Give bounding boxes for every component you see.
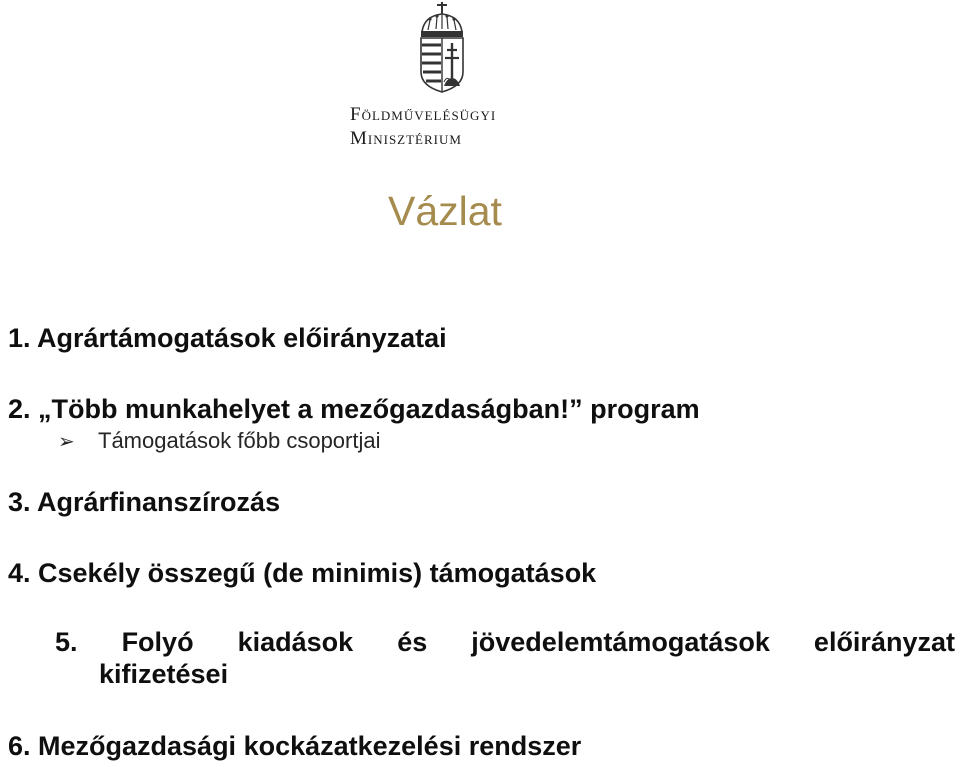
outline-item-5-word: és — [397, 627, 428, 657]
outline-item-4: 4. Csekély összegű (de minimis) támogatások — [8, 558, 597, 588]
outline-subitem-text: Támogatások főbb csoportjai — [98, 428, 381, 453]
outline-item-1: 1. Agrártámogatások előirányzatai — [8, 323, 447, 353]
outline-item-5-continuation: kifizetései — [99, 659, 229, 689]
ministry-name-line2: Minisztérium — [350, 128, 462, 149]
outline-item-3: 3. Agrárfinanszírozás — [8, 487, 281, 517]
arrow-bullet-icon: ➢ — [58, 431, 75, 453]
outline-item-5-word: 5. — [55, 627, 78, 657]
outline-item-5-word: jövedelemtámogatások — [471, 627, 770, 657]
outline-item-5-word: előirányzat — [813, 627, 955, 657]
outline-item-5 — [55, 626, 955, 690]
hungarian-coat-of-arms-icon — [412, 2, 472, 94]
outline-item-5-word: kiadások — [237, 627, 354, 657]
outline-item-5-word: Folyó — [121, 627, 194, 657]
outline-item-6: 6. Mezőgazdasági kockázatkezelési rendszer — [8, 731, 582, 761]
slide-title: Vázlat — [388, 188, 502, 234]
ministry-name-line1: Földművelésügyi — [350, 104, 497, 125]
ministry-name — [350, 103, 550, 151]
outline-item-2: 2. „Több munkahelyet a mezőgazdaságban!” program — [8, 394, 700, 424]
outline-subitem — [58, 427, 381, 456]
